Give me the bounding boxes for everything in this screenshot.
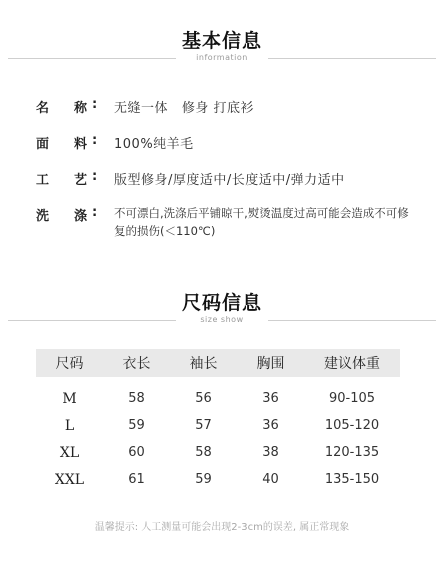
label-colon: : bbox=[92, 169, 98, 184]
table-cell: 40 bbox=[262, 472, 279, 487]
label-char: 涤 bbox=[74, 209, 88, 224]
size-table bbox=[36, 349, 400, 493]
table-cell: 105-120 bbox=[324, 418, 380, 433]
table-cell: 56 bbox=[195, 391, 212, 406]
table-row bbox=[36, 466, 400, 493]
label-char: 洗 bbox=[36, 209, 50, 224]
basic-info-title: 基本信息 bbox=[181, 30, 262, 52]
table-cell: 58 bbox=[128, 391, 145, 406]
size-info-subtitle-row bbox=[0, 314, 444, 326]
table-cell: XL bbox=[59, 444, 80, 461]
table-cell: L bbox=[64, 417, 75, 434]
label-char: 工 bbox=[36, 173, 50, 188]
label-char: 艺 bbox=[74, 173, 88, 188]
column-header: 衣长 bbox=[122, 356, 151, 372]
size-info-title: 尺码信息 bbox=[181, 292, 262, 314]
table-cell: 120-135 bbox=[324, 445, 380, 460]
basic-info-subtitle: information bbox=[196, 53, 248, 62]
table-cell: 36 bbox=[262, 418, 279, 433]
table-spacer bbox=[36, 377, 400, 385]
table-cell: 135-150 bbox=[324, 472, 380, 487]
table-cell: 36 bbox=[262, 391, 279, 406]
column-header: 胸围 bbox=[256, 356, 285, 372]
table-cell: 59 bbox=[128, 418, 145, 433]
column-header: 建议体重 bbox=[324, 356, 380, 372]
table-cell: 57 bbox=[195, 418, 212, 433]
table-header-row bbox=[36, 349, 400, 377]
table-row bbox=[36, 412, 400, 439]
size-info-subtitle: size show bbox=[200, 315, 244, 324]
table-cell: M bbox=[62, 390, 77, 407]
table-row bbox=[36, 385, 400, 412]
table-cell: 90-105 bbox=[328, 391, 376, 406]
info-value: 版型修身/厚度适中/长度适中/弹力适中 bbox=[114, 173, 345, 188]
label-char: 料 bbox=[74, 137, 88, 152]
table-cell: XXL bbox=[54, 471, 85, 488]
table-cell: 59 bbox=[195, 472, 212, 487]
table-cell: 61 bbox=[128, 472, 145, 487]
table-cell: 60 bbox=[128, 445, 145, 460]
info-value: 无缝一体 修身 打底衫 bbox=[114, 101, 255, 116]
label-colon: : bbox=[92, 205, 98, 220]
info-value: 100%纯羊毛 bbox=[114, 137, 194, 152]
column-header: 袖长 bbox=[189, 356, 218, 372]
label-char: 称 bbox=[74, 101, 88, 116]
label-char: 面 bbox=[36, 137, 50, 152]
basic-info-subtitle-row bbox=[0, 52, 444, 64]
table-row bbox=[36, 439, 400, 466]
label-colon: : bbox=[92, 133, 98, 148]
label-colon: : bbox=[92, 97, 98, 112]
info-value: 不可漂白,洗涤后平铺晾干,熨烫温度过高可能会造成不可修复的损伤(＜110℃) bbox=[114, 206, 409, 238]
measurement-note: 温馨提示: 人工测量可能会出现2-3cm的误差, 属正常现象 bbox=[94, 522, 350, 533]
column-header: 尺码 bbox=[55, 356, 84, 372]
table-cell: 58 bbox=[195, 445, 212, 460]
label-char: 名 bbox=[36, 101, 50, 116]
spacer-cell bbox=[36, 377, 400, 385]
table-cell: 38 bbox=[262, 445, 279, 460]
